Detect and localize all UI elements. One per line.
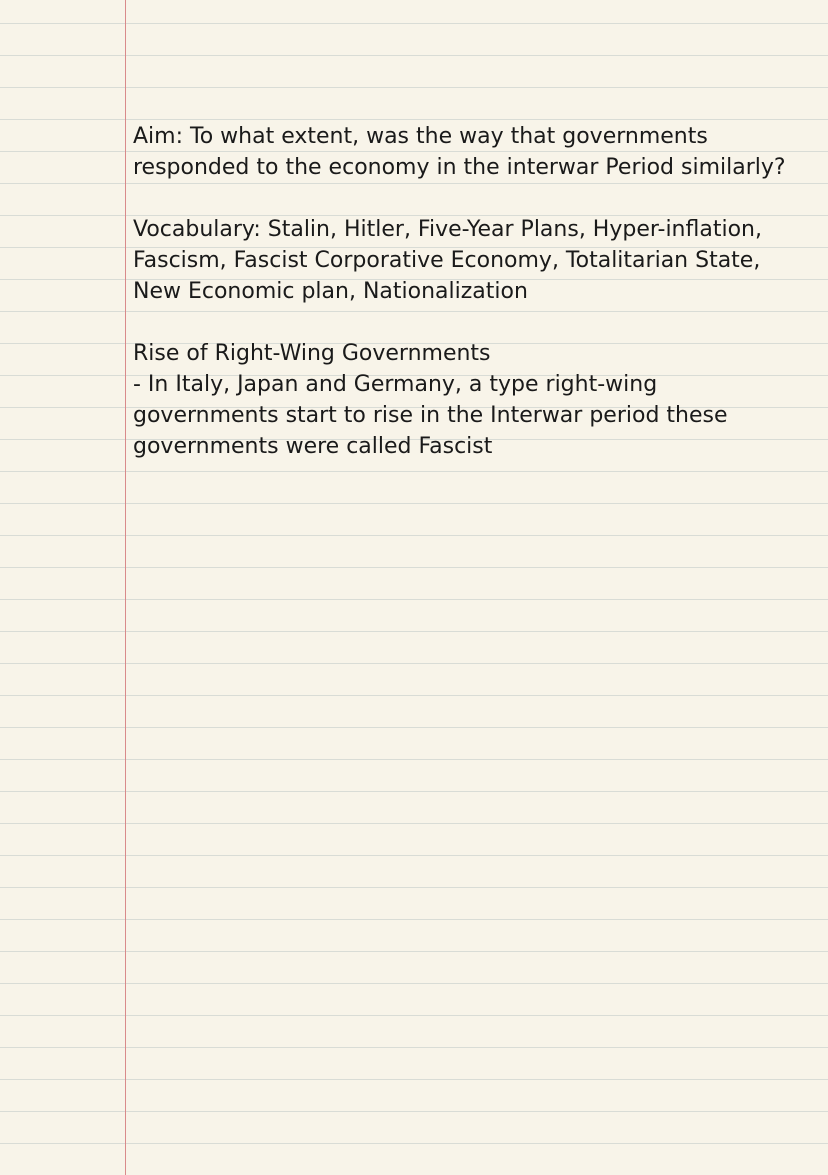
section-line: governments were called Fascist <box>133 434 493 459</box>
vocabulary-line: Vocabulary: Stalin, Hitler, Five-Year Plans, Hyper-inflation, <box>133 217 762 242</box>
vocabulary-line: New Economic plan, Nationalization <box>133 279 528 304</box>
aim-line: Aim: To what extent, was the way that governments <box>133 124 708 149</box>
blank-line <box>133 307 825 338</box>
section-heading: Rise of Right-Wing Governments <box>133 341 491 366</box>
section-block <box>133 338 825 462</box>
blank-line <box>133 183 825 214</box>
notes-body <box>133 121 825 462</box>
aim-line: responded to the economy in the interwar Period similarly? <box>133 155 786 180</box>
margin-line <box>125 0 126 1175</box>
section-line: governments start to rise in the Interwar period these <box>133 403 728 428</box>
section-line: - In Italy, Japan and Germany, a type right-wing <box>133 372 658 397</box>
aim-block <box>133 121 825 183</box>
vocabulary-line: Fascism, Fascist Corporative Economy, Totalitarian State, <box>133 248 761 273</box>
vocabulary-block <box>133 214 825 307</box>
